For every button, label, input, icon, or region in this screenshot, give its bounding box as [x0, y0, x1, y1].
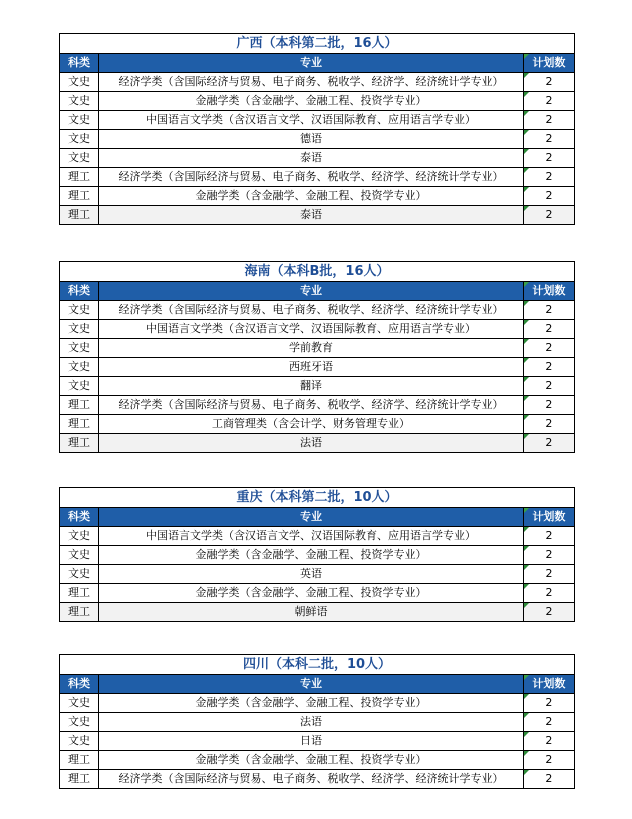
table-row [60, 415, 575, 434]
cell-category: 文史 [60, 111, 99, 130]
header-plan: 计划数 [523, 282, 574, 301]
table-row [60, 301, 575, 320]
enrollment-table-sichuan [59, 654, 575, 789]
cell-category: 理工 [60, 206, 99, 225]
cell-category: 文史 [60, 339, 99, 358]
cell-marker-icon [524, 54, 529, 59]
cell-category: 文史 [60, 130, 99, 149]
header-plan: 计划数 [523, 508, 574, 527]
cell-marker-icon [524, 415, 529, 420]
cell-category: 文史 [60, 713, 99, 732]
cell-marker-icon [524, 565, 529, 570]
cell-plan: 2 [523, 713, 574, 732]
table-row [60, 603, 575, 622]
cell-plan: 2 [523, 770, 574, 789]
table-row [60, 527, 575, 546]
table-row [60, 111, 575, 130]
cell-major: 中国语言文学类（含汉语言文学、汉语国际教育、应用语言学专业） [99, 527, 524, 546]
cell-marker-icon [524, 92, 529, 97]
cell-plan: 2 [523, 603, 574, 622]
table-title: 广西（本科第二批，16人） [60, 34, 575, 54]
cell-marker-icon [524, 168, 529, 173]
table-row [60, 377, 575, 396]
cell-marker-icon [524, 358, 529, 363]
cell-category: 文史 [60, 377, 99, 396]
cell-category: 文史 [60, 527, 99, 546]
cell-plan: 2 [523, 149, 574, 168]
table-row [60, 320, 575, 339]
cell-marker-icon [524, 751, 529, 756]
cell-marker-icon [524, 713, 529, 718]
cell-major: 工商管理类（含会计学、财务管理专业） [99, 415, 524, 434]
cell-category: 文史 [60, 92, 99, 111]
header-category: 科类 [60, 675, 99, 694]
cell-major: 西班牙语 [99, 358, 524, 377]
cell-marker-icon [524, 396, 529, 401]
cell-plan: 2 [523, 130, 574, 149]
cell-plan: 2 [523, 546, 574, 565]
table-row [60, 713, 575, 732]
cell-major: 金融学类（含金融学、金融工程、投资学专业） [99, 694, 524, 713]
cell-major: 翻译 [99, 377, 524, 396]
table-title: 海南（本科B批，16人） [60, 262, 575, 282]
cell-marker-icon [524, 130, 529, 135]
cell-major: 经济学类（含国际经济与贸易、电子商务、税收学、经济学、经济统计学专业） [99, 168, 524, 187]
table-title: 重庆（本科第二批，10人） [60, 488, 575, 508]
header-category: 科类 [60, 508, 99, 527]
cell-category: 文史 [60, 73, 99, 92]
cell-plan: 2 [523, 732, 574, 751]
cell-marker-icon [524, 282, 529, 287]
cell-plan: 2 [523, 527, 574, 546]
cell-marker-icon [524, 546, 529, 551]
table-row [60, 694, 575, 713]
cell-marker-icon [524, 508, 529, 513]
table-title: 四川（本科二批，10人） [60, 655, 575, 675]
cell-category: 理工 [60, 396, 99, 415]
table-row [60, 358, 575, 377]
cell-category: 理工 [60, 770, 99, 789]
cell-major: 德语 [99, 130, 524, 149]
cell-marker-icon [524, 675, 529, 680]
cell-major: 法语 [99, 713, 524, 732]
header-category: 科类 [60, 282, 99, 301]
header-major: 专业 [99, 675, 524, 694]
cell-major: 金融学类（含金融学、金融工程、投资学专业） [99, 92, 524, 111]
cell-category: 文史 [60, 732, 99, 751]
table-row [60, 751, 575, 770]
cell-plan: 2 [523, 565, 574, 584]
cell-plan: 2 [523, 73, 574, 92]
table-row [60, 565, 575, 584]
cell-plan: 2 [523, 434, 574, 453]
cell-major: 中国语言文学类（含汉语言文学、汉语国际教育、应用语言学专业） [99, 320, 524, 339]
cell-marker-icon [524, 584, 529, 589]
cell-marker-icon [524, 111, 529, 116]
table-row [60, 187, 575, 206]
enrollment-table-hainan [59, 261, 575, 453]
table-row [60, 149, 575, 168]
cell-marker-icon [524, 73, 529, 78]
table-row [60, 168, 575, 187]
cell-category: 文史 [60, 565, 99, 584]
cell-plan: 2 [523, 396, 574, 415]
header-major: 专业 [99, 282, 524, 301]
cell-plan: 2 [523, 320, 574, 339]
cell-marker-icon [524, 187, 529, 192]
cell-major: 泰语 [99, 149, 524, 168]
cell-plan: 2 [523, 584, 574, 603]
cell-major: 英语 [99, 565, 524, 584]
table-row [60, 434, 575, 453]
table-row [60, 546, 575, 565]
cell-plan: 2 [523, 339, 574, 358]
cell-plan: 2 [523, 301, 574, 320]
cell-marker-icon [524, 732, 529, 737]
cell-plan: 2 [523, 415, 574, 434]
cell-major: 经济学类（含国际经济与贸易、电子商务、税收学、经济学、经济统计学专业） [99, 301, 524, 320]
enrollment-table-chongqing [59, 487, 575, 622]
cell-plan: 2 [523, 377, 574, 396]
cell-category: 理工 [60, 415, 99, 434]
cell-major: 法语 [99, 434, 524, 453]
header-plan: 计划数 [523, 675, 574, 694]
cell-plan: 2 [523, 187, 574, 206]
cell-major: 中国语言文学类（含汉语言文学、汉语国际教育、应用语言学专业） [99, 111, 524, 130]
cell-plan: 2 [523, 92, 574, 111]
cell-marker-icon [524, 527, 529, 532]
cell-major: 经济学类（含国际经济与贸易、电子商务、税收学、经济学、经济统计学专业） [99, 73, 524, 92]
cell-marker-icon [524, 339, 529, 344]
cell-category: 文史 [60, 301, 99, 320]
table-row [60, 732, 575, 751]
cell-marker-icon [524, 320, 529, 325]
cell-major: 朝鲜语 [99, 603, 524, 622]
cell-plan: 2 [523, 358, 574, 377]
cell-plan: 2 [523, 751, 574, 770]
cell-marker-icon [524, 603, 529, 608]
cell-category: 文史 [60, 546, 99, 565]
cell-major: 学前教育 [99, 339, 524, 358]
cell-category: 理工 [60, 603, 99, 622]
cell-major: 经济学类（含国际经济与贸易、电子商务、税收学、经济学、经济统计学专业） [99, 770, 524, 789]
cell-major: 金融学类（含金融学、金融工程、投资学专业） [99, 751, 524, 770]
cell-marker-icon [524, 149, 529, 154]
cell-major: 金融学类（含金融学、金融工程、投资学专业） [99, 584, 524, 603]
cell-category: 理工 [60, 584, 99, 603]
header-major: 专业 [99, 508, 524, 527]
cell-marker-icon [524, 434, 529, 439]
cell-category: 文史 [60, 694, 99, 713]
cell-category: 理工 [60, 751, 99, 770]
table-row [60, 92, 575, 111]
cell-marker-icon [524, 770, 529, 775]
table-row [60, 339, 575, 358]
header-plan: 计划数 [523, 54, 574, 73]
cell-major: 金融学类（含金融学、金融工程、投资学专业） [99, 187, 524, 206]
cell-category: 文史 [60, 358, 99, 377]
cell-category: 理工 [60, 434, 99, 453]
cell-category: 文史 [60, 149, 99, 168]
cell-plan: 2 [523, 206, 574, 225]
cell-marker-icon [524, 694, 529, 699]
cell-plan: 2 [523, 111, 574, 130]
table-row [60, 584, 575, 603]
table-row [60, 130, 575, 149]
table-row [60, 396, 575, 415]
cell-marker-icon [524, 206, 529, 211]
header-major: 专业 [99, 54, 524, 73]
cell-category: 文史 [60, 320, 99, 339]
cell-plan: 2 [523, 694, 574, 713]
cell-plan: 2 [523, 168, 574, 187]
cell-major: 经济学类（含国际经济与贸易、电子商务、税收学、经济学、经济统计学专业） [99, 396, 524, 415]
cell-category: 理工 [60, 168, 99, 187]
cell-category: 理工 [60, 187, 99, 206]
table-row [60, 73, 575, 92]
cell-major: 泰语 [99, 206, 524, 225]
table-row [60, 770, 575, 789]
table-row [60, 206, 575, 225]
enrollment-table-guangxi [59, 33, 575, 225]
cell-major: 日语 [99, 732, 524, 751]
header-category: 科类 [60, 54, 99, 73]
cell-marker-icon [524, 377, 529, 382]
cell-marker-icon [524, 301, 529, 306]
cell-major: 金融学类（含金融学、金融工程、投资学专业） [99, 546, 524, 565]
